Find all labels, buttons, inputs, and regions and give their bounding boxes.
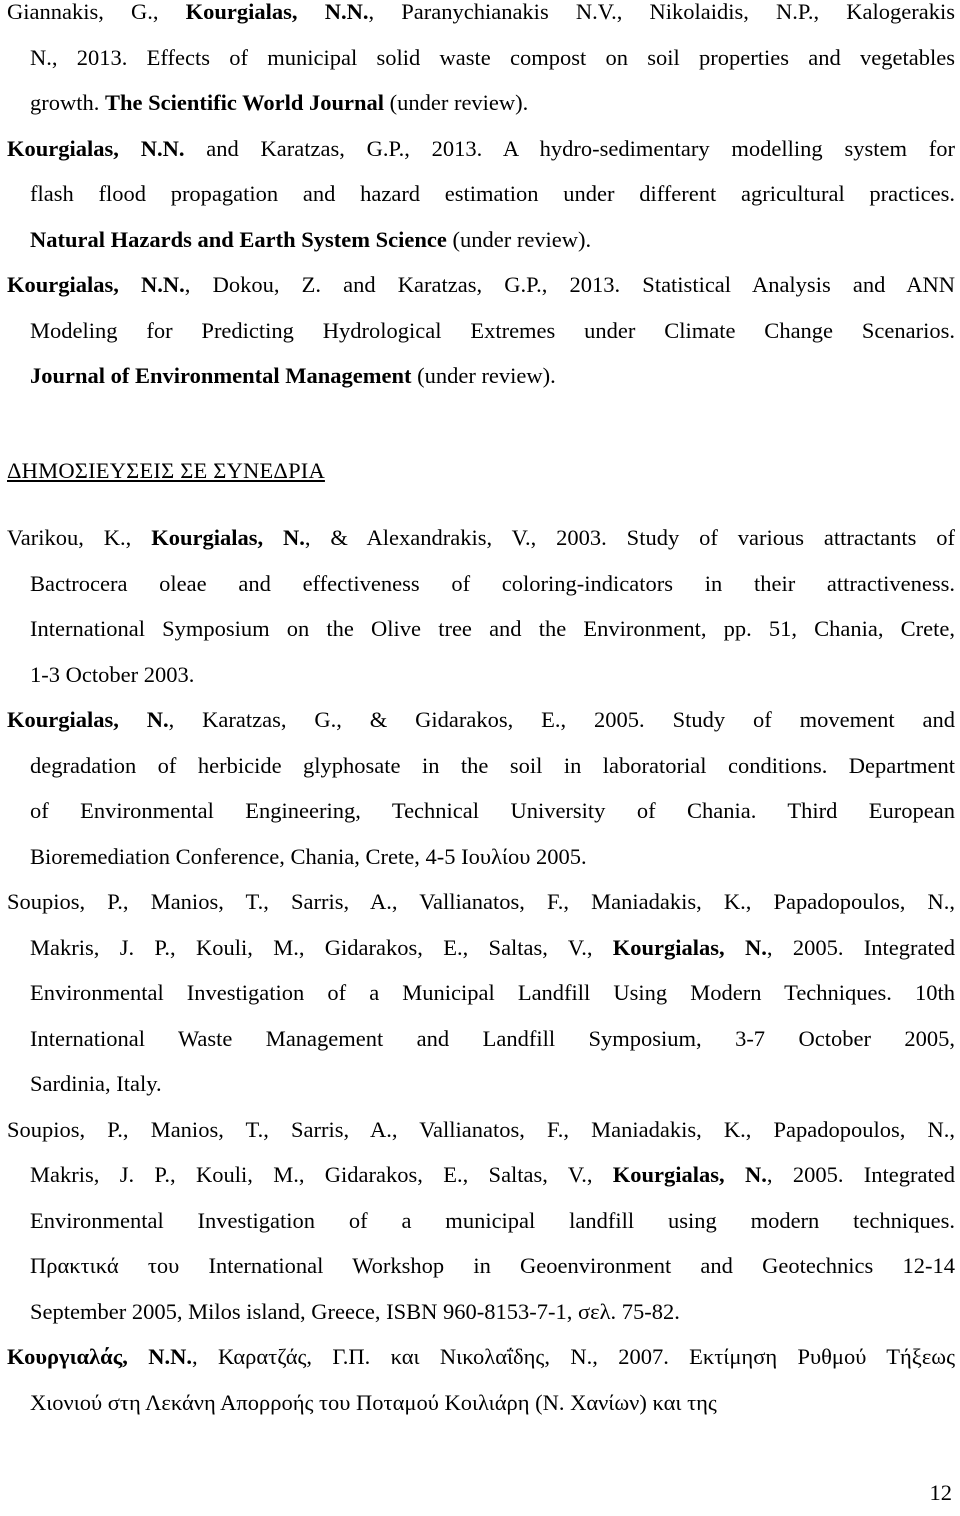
reference-line: Giannakis, G., Kourgialas, N.N., Paranychianakis N.V., Nikolaidis, N.P., Kalogerakis <box>7 0 955 24</box>
bold-text: Kourgialas, N.N. <box>185 0 369 24</box>
reference-line: Journal of Environmental Management (under review). <box>30 363 556 388</box>
bold-text: Kourgialas, N. <box>7 707 169 732</box>
bold-text: Kourgialas, N.N. <box>7 135 185 161</box>
bold-text: Kourgialas, N. <box>612 1162 767 1187</box>
page-number: 12 <box>929 1480 952 1505</box>
reference-line: of Environmental Engineering, Technical University of Chania. Third European <box>30 798 955 823</box>
bold-text: The Scientific World Journal <box>105 90 384 115</box>
reference-entry <box>7 1107 955 1335</box>
reference-line: Sardinia, Italy. <box>30 1071 162 1096</box>
reference-entry <box>7 0 955 126</box>
reference-line: Κουργιαλάς, Ν.Ν., Καρατζάς, Γ.Π. και Νικολαΐδης, Ν., 2007. Εκτίμηση Ρυθμού Τήξεως <box>7 1344 956 1369</box>
reference-line: Kourgialas, N.N. and Karatzas, G.P., 2013. A hydro-sedimentary modelling system for <box>7 135 955 161</box>
reference-line: International Waste Management and Landfill Symposium, 3-7 October 2005, <box>30 1025 955 1051</box>
reference-line: Makris, J. P., Kouli, M., Gidarakos, E., Saltas, V., Kourgialas, N., 2005. Integrated <box>30 1162 955 1187</box>
reference-line: 1-3 October 2003. <box>30 661 195 687</box>
reference-line: Πρακτικά του International Workshop in Geoenvironment and Geotechnics 12-14 <box>30 1253 955 1278</box>
reference-line: Χιονιού στη Λεκάνη Απορροής του Ποταμού Κοιλιάρη (Ν. Χανίων) και της <box>30 1389 717 1415</box>
reference-line: Kourgialas, N.N., Dokou, Z. and Karatzas, G.P., 2013. Statistical Analysis and ANN <box>7 272 955 297</box>
reference-line: Varikou, K., Kourgialas, N., & Alexandrakis, V., 2003. Study of various attractants of <box>7 525 956 550</box>
bold-text: Kourgialas, N. <box>612 934 767 960</box>
reference-entry <box>7 879 955 1107</box>
reference-line: Kourgialas, N., Karatzas, G., & Gidarakos, E., 2005. Study of movement and <box>7 707 955 732</box>
reference-entry <box>7 515 955 697</box>
reference-line: September 2005, Milos island, Greece, ISBN 960-8153-7-1, σελ. 75-82. <box>30 1298 680 1324</box>
reference-line: Environmental Investigation of a Municipal Landfill Using Modern Techniques. 10th <box>30 980 955 1005</box>
reference-line: Makris, J. P., Kouli, M., Gidarakos, E., Saltas, V., Kourgialas, N., 2005. Integrated <box>30 934 955 960</box>
reference-line: N., 2013. Effects of municipal solid waste compost on soil properties and vegetables <box>30 44 955 70</box>
reference-line: Modeling for Predicting Hydrological Extremes under Climate Change Scenarios. <box>30 317 955 343</box>
bold-text: Natural Hazards and Earth System Science <box>30 226 447 252</box>
reference-entry <box>7 262 955 399</box>
bold-text: Κουργιαλάς, Ν.Ν. <box>7 1344 192 1369</box>
section-heading-conference-publications: ΔΗΜΟΣΙΕΥΣΕΙΣ ΣΕ ΣΥΝΕΔΡΙΑ <box>7 458 325 483</box>
reference-line: growth. The Scientific World Journal (under review). <box>30 90 529 115</box>
bold-text: Kourgialas, N.N. <box>7 272 185 297</box>
reference-line: Bioremediation Conference, Chania, Crete, 4-5 Ιουλίου 2005. <box>30 843 587 869</box>
reference-line: Bactrocera oleae and effectiveness of coloring-indicators in their attractiveness. <box>30 570 955 596</box>
bold-text: Kourgialas, N. <box>151 525 305 550</box>
reference-line: International Symposium on the Olive tree and the Environment, pp. 51, Chania, Crete, <box>30 616 955 641</box>
reference-line: degradation of herbicide glyphosate in the soil in laboratorial conditions. Department <box>30 752 955 778</box>
reference-line: Environmental Investigation of a municipal landfill using modern techniques. <box>30 1207 955 1233</box>
bold-text: Journal of Environmental Management <box>30 363 412 388</box>
reference-entry <box>7 126 955 263</box>
reference-line: Soupios, P., Manios, T., Sarris, A., Vallianatos, F., Maniadakis, K., Papadopoulos, N., <box>7 889 955 914</box>
reference-entry <box>7 697 955 879</box>
reference-line: Natural Hazards and Earth System Science (under review). <box>30 226 592 252</box>
reference-entry <box>7 1334 955 1425</box>
reference-line: flash flood propagation and hazard estimation under different agricultural practices. <box>30 181 955 206</box>
reference-line: Soupios, P., Manios, T., Sarris, A., Vallianatos, F., Maniadakis, K., Papadopoulos, N., <box>7 1116 955 1142</box>
